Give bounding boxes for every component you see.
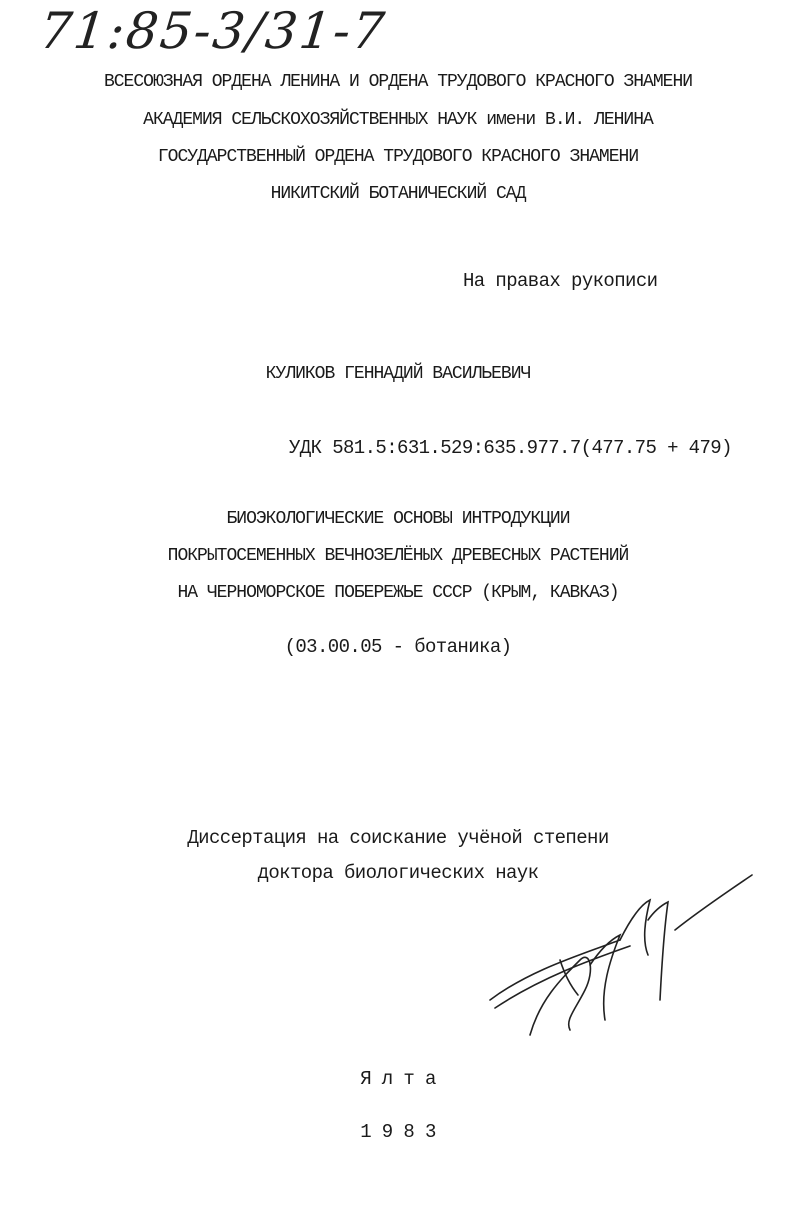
degree-line-2: доктора биологических наук xyxy=(257,862,539,884)
title-line-2: ПОКРЫТОСЕМЕННЫХ ВЕЧНОЗЕЛЁНЫХ ДРЕВЕСНЫХ РАСТЕНИЙ xyxy=(167,546,629,566)
degree-line-1: Диссертация на соискание учёной степени xyxy=(187,827,609,849)
city: Я л т а xyxy=(360,1068,436,1090)
manuscript-note: На правах рукописи xyxy=(463,270,658,292)
archive-mark: 71:85-3/31-7 xyxy=(36,2,390,60)
header-line-4: НИКИТСКИЙ БОТАНИЧЕСКИЙ САД xyxy=(270,184,526,204)
header-line-2: АКАДЕМИЯ СЕЛЬСКОХОЗЯЙСТВЕННЫХ НАУК имени В.И. ЛЕНИНА xyxy=(143,110,653,130)
header-line-1: ВСЕСОЮЗНАЯ ОРДЕНА ЛЕНИНА И ОРДЕНА ТРУДОВОГО КРАСНОГО ЗНАМЕНИ xyxy=(103,72,693,92)
title-line-3: НА ЧЕРНОМОРСКОЕ ПОБЕРЕЖЬЕ СССР (КРЫМ, КАВКАЗ) xyxy=(177,583,619,603)
year: 1 9 8 3 xyxy=(360,1121,436,1143)
udk-code: УДК 581.5:631.529:635.977.7(477.75 + 479) xyxy=(289,437,732,459)
header-line-3: ГОСУДАРСТВЕННЫЙ ОРДЕНА ТРУДОВОГО КРАСНОГО ЗНАМЕНИ xyxy=(157,147,639,167)
author-name: КУЛИКОВ ГЕННАДИЙ ВАСИЛЬЕВИЧ xyxy=(265,364,531,384)
title-line-1: БИОЭКОЛОГИЧЕСКИЕ ОСНОВЫ ИНТРОДУКЦИИ xyxy=(226,509,570,529)
specialty-code: (03.00.05 - ботаника) xyxy=(284,636,512,658)
signature-image xyxy=(470,860,770,1060)
